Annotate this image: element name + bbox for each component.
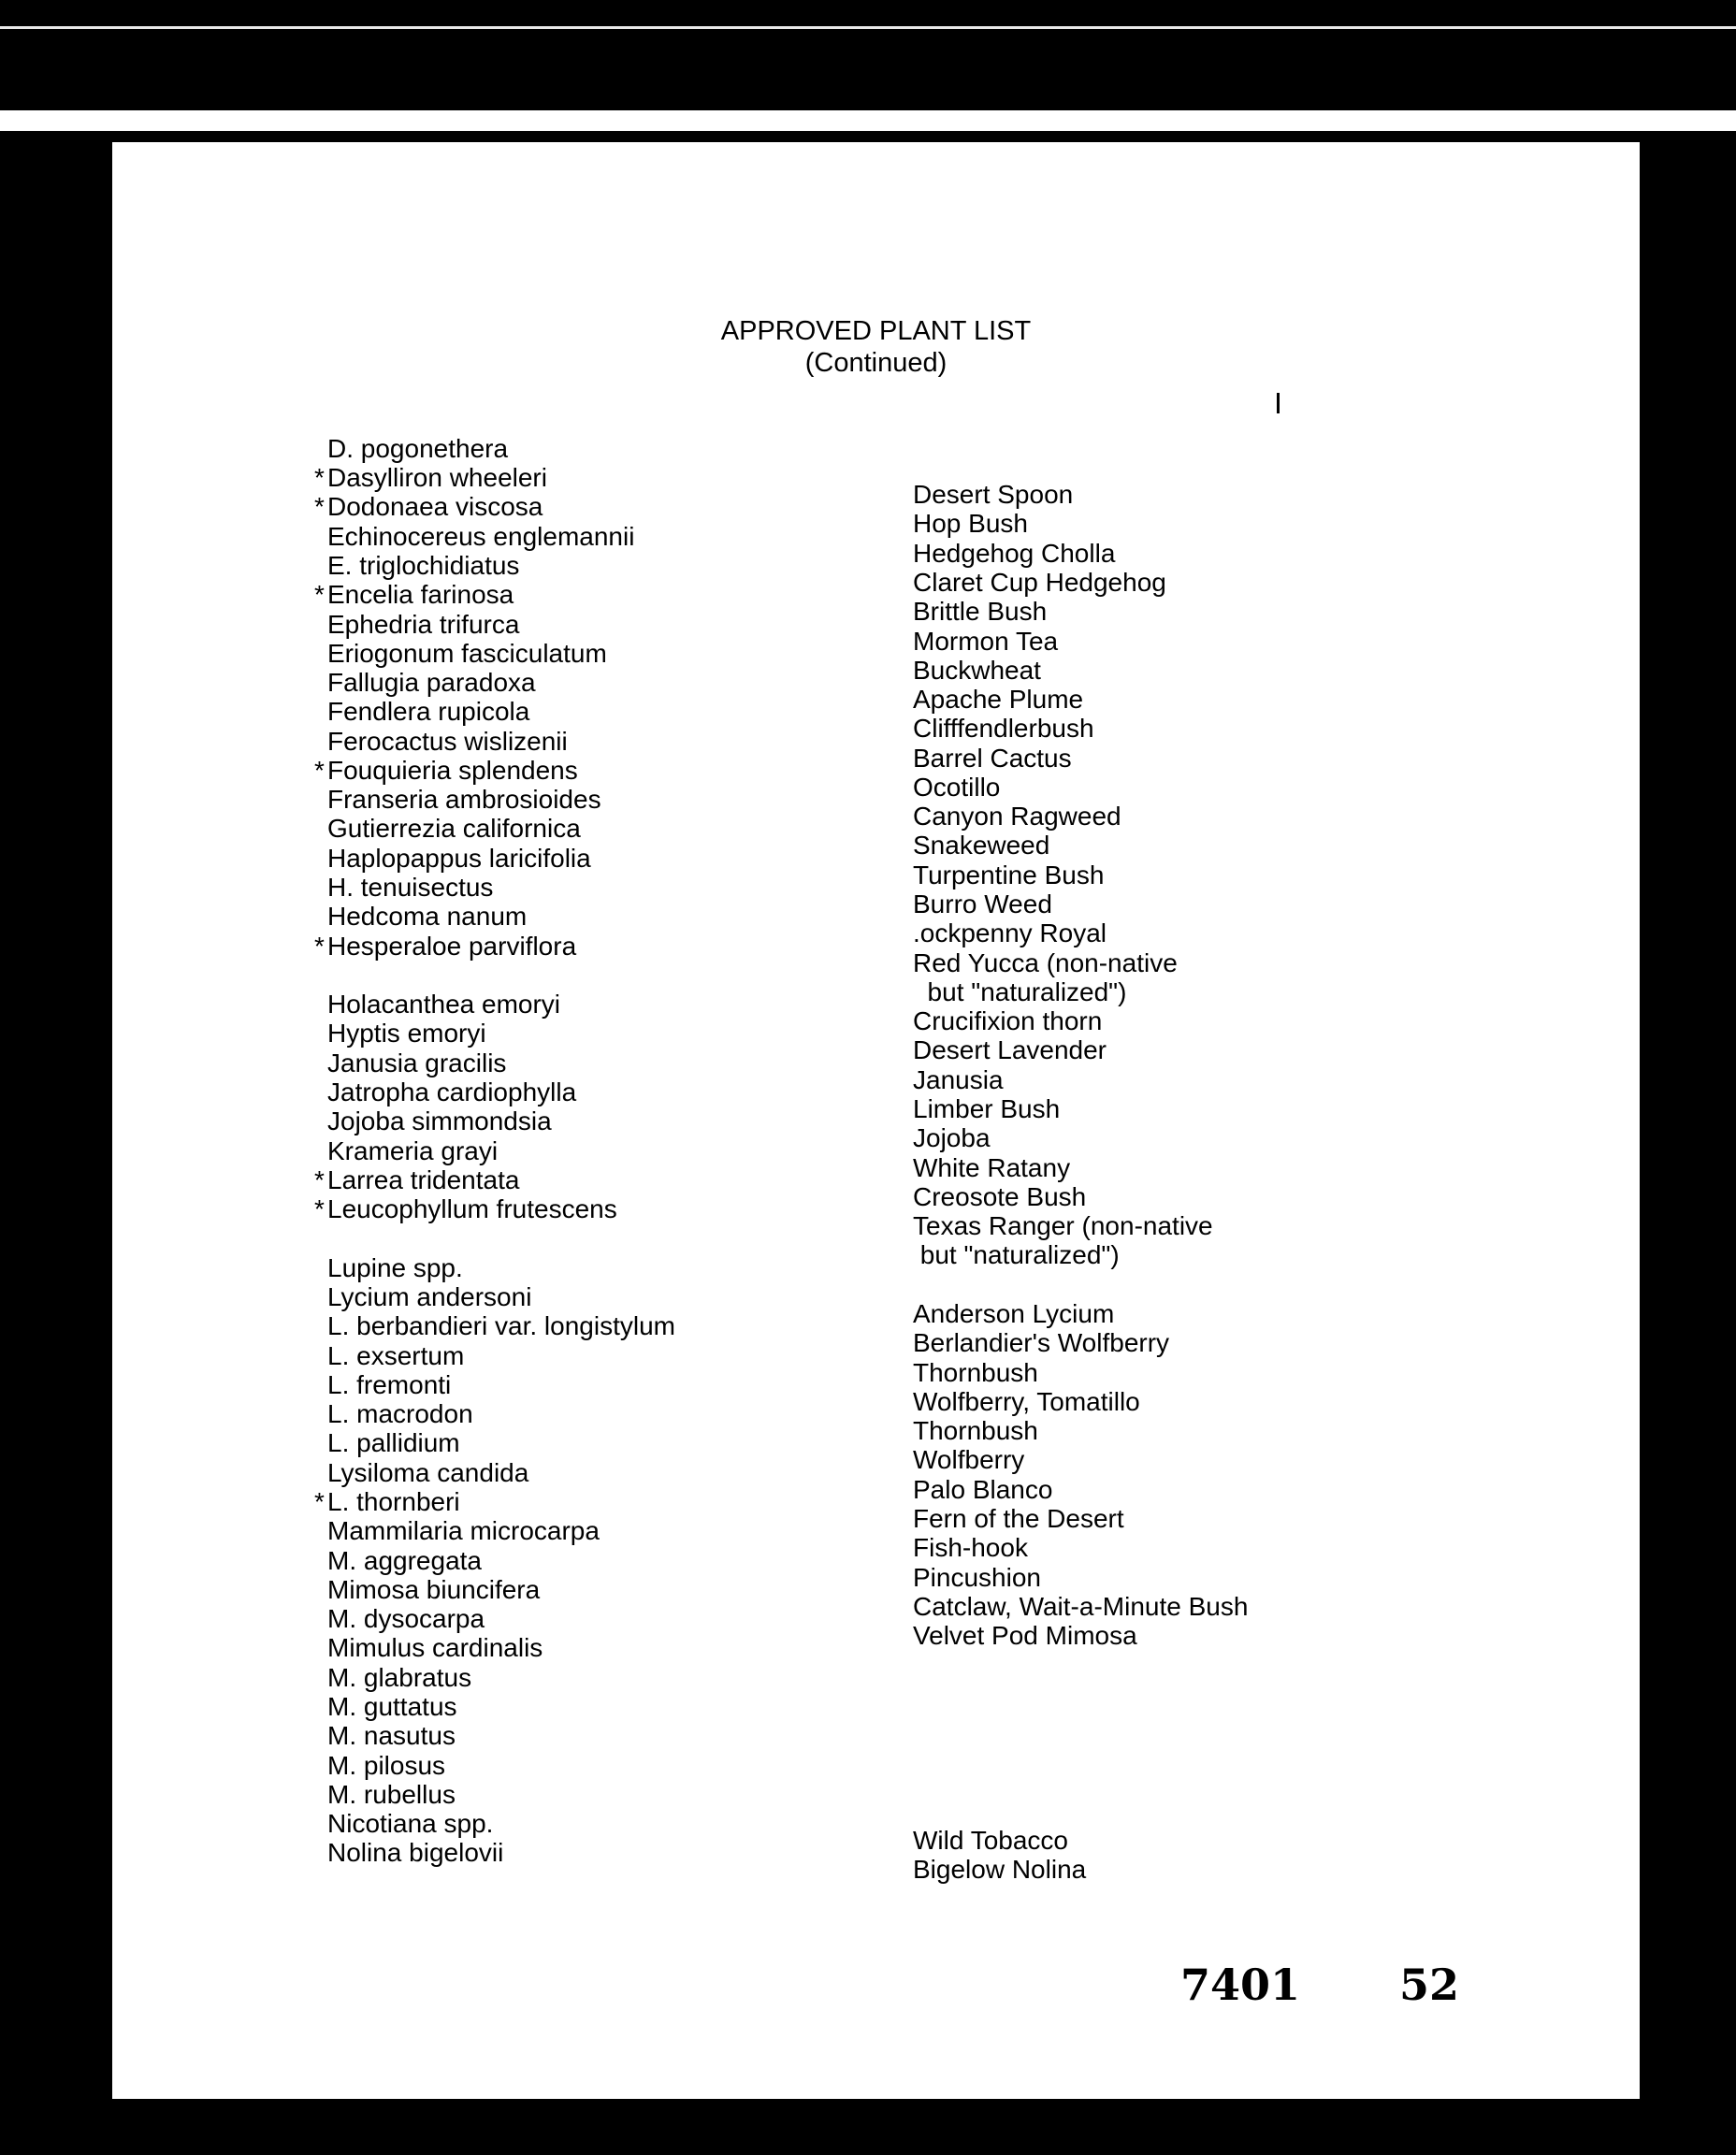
scientific-name: Fouquieria splendens	[327, 756, 578, 785]
scientific-name: Hedcoma nanum	[327, 902, 528, 931]
scientific-name: L. berbandieri var. longistylum	[327, 1311, 675, 1340]
asterisk-marker: *	[314, 463, 325, 492]
asterisk-marker: *	[314, 580, 325, 609]
common-name: Limber Bush	[913, 1094, 1061, 1123]
common-name: Thornbush	[913, 1416, 1038, 1445]
scientific-name: Nolina bigelovii	[327, 1838, 504, 1867]
common-name: Apache Plume	[913, 685, 1084, 714]
scientific-name: Holacanthea emoryi	[327, 990, 561, 1019]
common-name: Janusia	[913, 1065, 1004, 1094]
scan-edge-line	[0, 26, 1736, 29]
scientific-name: Jatropha cardiophylla	[327, 1078, 577, 1106]
common-name: Snakeweed	[913, 831, 1050, 860]
common-name: Barrel Cactus	[913, 744, 1072, 773]
scientific-name: M. glabratus	[327, 1663, 472, 1692]
document-number: 7401	[1180, 1960, 1301, 2010]
scientific-name: Echinocereus englemannii	[327, 522, 635, 551]
common-name: Crucifixion thorn	[913, 1006, 1103, 1035]
common-name: Canyon Ragweed	[913, 802, 1121, 831]
scientific-name: Larrea tridentata	[327, 1165, 520, 1194]
asterisk-marker: *	[314, 1487, 325, 1516]
scientific-name: Dodonaea viscosa	[327, 492, 543, 521]
scientific-name: Gutierrezia californica	[327, 814, 581, 843]
scientific-name: L. fremonti	[327, 1370, 452, 1399]
common-name: Claret Cup Hedgehog	[913, 568, 1166, 597]
scientific-name: Franseria ambrosioides	[327, 785, 601, 814]
common-name: Wolfberry	[913, 1445, 1025, 1474]
asterisk-marker: *	[314, 1165, 325, 1194]
page-number: 52	[1399, 1960, 1460, 2010]
scientific-name: Ephedria trifurca	[327, 610, 520, 639]
common-name: Palo Blanco	[913, 1475, 1053, 1504]
common-name: Pincushion	[913, 1563, 1041, 1592]
scientific-name: H. tenuisectus	[327, 873, 494, 902]
common-name: Wild Tobacco	[913, 1826, 1069, 1855]
scientific-name: Jojoba simmondsia	[327, 1106, 552, 1135]
common-name: Bigelow Nolina	[913, 1855, 1087, 1884]
scientific-name: Eriogonum fasciculatum	[327, 639, 607, 668]
common-name: Texas Ranger (non-native	[913, 1211, 1213, 1240]
scientific-name: M. dysocarpa	[327, 1604, 485, 1633]
common-name: Hop Bush	[913, 509, 1028, 538]
common-name: Fish-hook	[913, 1533, 1028, 1562]
scientific-name: M. pilosus	[327, 1751, 446, 1780]
common-name: Anderson Lycium	[913, 1299, 1115, 1328]
scientific-name: Krameria grayi	[327, 1136, 499, 1165]
page-title: APPROVED PLANT LIST	[720, 316, 1032, 346]
scientific-name: M. aggregata	[327, 1546, 482, 1575]
stray-mark	[1277, 393, 1280, 413]
scientific-name: Fallugia paradoxa	[327, 668, 536, 697]
scan-edge-band	[0, 110, 1736, 131]
common-name: Buckwheat	[913, 656, 1041, 685]
scientific-name: Encelia farinosa	[327, 580, 514, 609]
common-name: Clifffendlerbush	[913, 714, 1094, 743]
common-name: Fern of the Desert	[913, 1504, 1124, 1533]
scientific-name: Fendlera rupicola	[327, 697, 530, 726]
asterisk-marker: *	[314, 1194, 325, 1223]
scientific-name: Mammilaria microcarpa	[327, 1516, 600, 1545]
common-name: but "naturalized")	[913, 1240, 1120, 1269]
asterisk-marker: *	[314, 756, 325, 785]
common-name: Desert Lavender	[913, 1035, 1107, 1064]
common-name: Brittle Bush	[913, 597, 1048, 626]
common-name: Hedgehog Cholla	[913, 539, 1116, 568]
page-subtitle: (Continued)	[804, 348, 948, 378]
common-name: Wolfberry, Tomatillo	[913, 1387, 1140, 1416]
scientific-name: Janusia gracilis	[327, 1049, 507, 1078]
scientific-name: M. rubellus	[327, 1780, 456, 1809]
asterisk-marker: *	[314, 492, 325, 521]
asterisk-marker: *	[314, 932, 325, 961]
scientific-name: L. exsertum	[327, 1341, 465, 1370]
scientific-name: L. thornberi	[327, 1487, 460, 1516]
document-page	[112, 142, 1640, 2099]
common-name: Catclaw, Wait-a-Minute Bush	[913, 1592, 1249, 1621]
scientific-name: Lycium andersoni	[327, 1282, 532, 1311]
scientific-name: M. guttatus	[327, 1692, 457, 1721]
common-name: Red Yucca (non-native	[913, 948, 1178, 977]
common-name: Creosote Bush	[913, 1182, 1087, 1211]
scientific-name: L. pallidium	[327, 1428, 460, 1457]
scientific-name: D. pogonethera	[327, 434, 509, 463]
common-name: Jojoba	[913, 1123, 991, 1152]
common-name: Burro Weed	[913, 889, 1052, 918]
scientific-name: Mimosa biuncifera	[327, 1575, 541, 1604]
common-name: Velvet Pod Mimosa	[913, 1621, 1137, 1650]
common-name: Berlandier's Wolfberry	[913, 1328, 1170, 1357]
scientific-name: Lysiloma candida	[327, 1458, 529, 1487]
scientific-name: Nicotiana spp.	[327, 1809, 494, 1838]
common-name: Ocotillo	[913, 773, 1001, 802]
scientific-name: Hesperaloe parviflora	[327, 932, 577, 961]
common-name: Mormon Tea	[913, 627, 1059, 656]
common-name: Turpentine Bush	[913, 861, 1105, 889]
scientific-name: L. macrodon	[327, 1399, 473, 1428]
common-name: but "naturalized")	[913, 977, 1127, 1006]
common-name: Thornbush	[913, 1358, 1038, 1387]
scientific-name: M. nasutus	[327, 1721, 456, 1750]
scientific-name: Hyptis emoryi	[327, 1019, 486, 1048]
scientific-name: Haplopappus laricifolia	[327, 844, 591, 873]
scientific-name: Leucophyllum frutescens	[327, 1194, 617, 1223]
common-name: White Ratany	[913, 1153, 1071, 1182]
scientific-name: Ferocactus wislizenii	[327, 727, 568, 756]
scientific-name: Dasylliron wheeleri	[327, 463, 547, 492]
scientific-name: Mimulus cardinalis	[327, 1633, 543, 1662]
common-name: Desert Spoon	[913, 480, 1074, 509]
scientific-name: Lupine spp.	[327, 1253, 463, 1282]
scientific-name: E. triglochidiatus	[327, 551, 520, 580]
common-name: .ockpenny Royal	[913, 918, 1107, 947]
